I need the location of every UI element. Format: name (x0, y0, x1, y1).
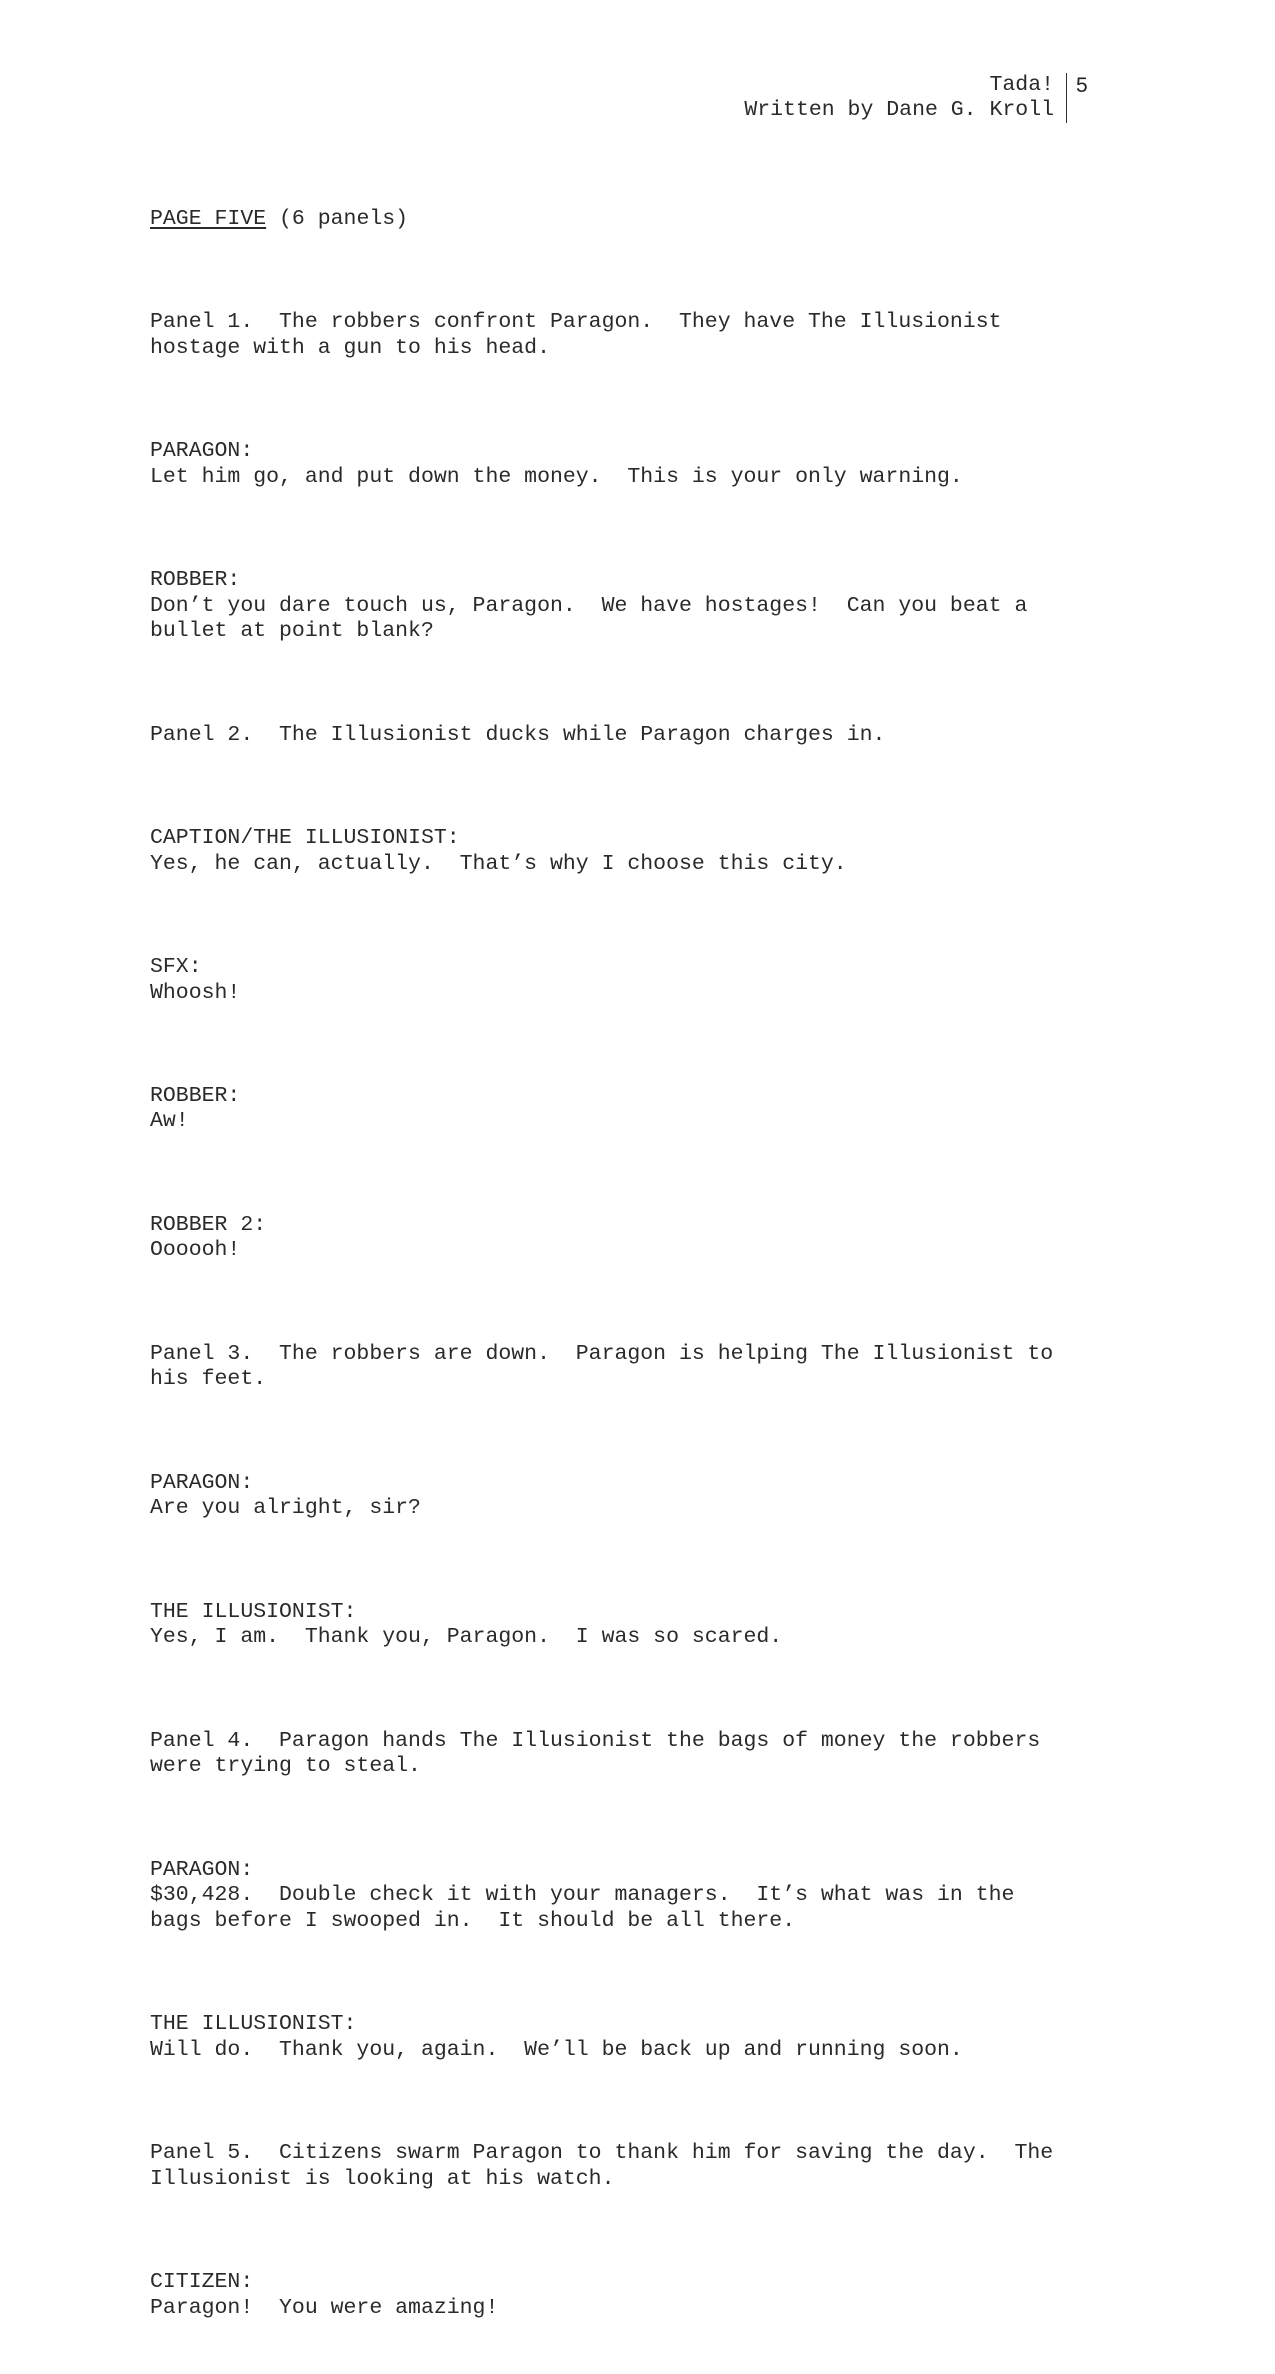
script-block: Panel 3. The robbers are down. Paragon is helping The Illusionist to his feet. (150, 1341, 1054, 1392)
script-block: CITIZEN: Paragon! You were amazing! (150, 2270, 499, 2321)
script-block: ROBBER: Aw! (150, 1083, 241, 1134)
script-block: THE ILLUSIONIST: Will do. Thank you, again. We’ll be back up and running soon. (150, 2012, 963, 2063)
header-text (744, 73, 1067, 123)
script-block: PARAGON: Let him go, and put down the money. This is your only warning. (150, 438, 963, 489)
script-block: Panel 4. Paragon hands The Illusionist the bags of money the robbers were trying to steal. (150, 1728, 1041, 1779)
script-block: PARAGON: $30,428. Double check it with your managers. It’s what was in the bags before I swooped in. It should be all there. (150, 1857, 1015, 1934)
script-block: Panel 1. The robbers confront Paragon. They have The Illusionist hostage with a gun to his head. (150, 309, 1002, 360)
script-byline: Written by Dane G. Kroll (744, 98, 1054, 122)
script-block: ROBBER: Don’t you dare touch us, Paragon. We have hostages! Can you beat a bullet at point blank? (150, 567, 1028, 644)
script-block: ROBBER 2: Oooooh! (150, 1212, 267, 1263)
page-header (744, 73, 1090, 123)
script-block: SFX: Whoosh! (150, 954, 241, 1005)
page-heading-label: PAGE FIVE (150, 206, 267, 231)
page-heading-panel-count: (6 panels) (266, 206, 409, 231)
script-block: Panel 2. The Illusionist ducks while Paragon charges in. (150, 722, 886, 747)
script-block: THE ILLUSIONIST: Yes, I am. Thank you, Paragon. I was so scared. (150, 1599, 783, 1650)
page-heading (150, 207, 1130, 233)
script-block: Panel 5. Citizens swarm Paragon to thank him for saving the day. The Illusionist is looking at his watch. (150, 2141, 1054, 2192)
script-body (150, 155, 1130, 2374)
script-block: CAPTION/THE ILLUSIONIST: Yes, he can, actually. That’s why I choose this city. (150, 825, 847, 876)
page-number: 5 (1076, 74, 1088, 97)
script-title: Tada! (989, 73, 1054, 97)
script-block: PARAGON: Are you alright, sir? (150, 1470, 421, 1521)
